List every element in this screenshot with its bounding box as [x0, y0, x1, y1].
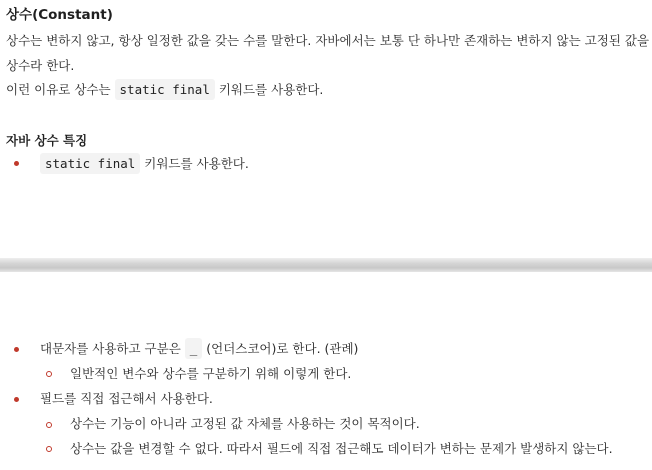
sub-list-item-purpose: 상수는 기능이 아니라 고정된 값 자체를 사용하는 것이 목적이다. — [70, 416, 420, 431]
list-item-text-after: (언더스코어)로 한다. (관례) — [202, 341, 359, 356]
list-item-static-final — [40, 154, 249, 174]
sub-bullet-ring-icon — [46, 446, 52, 452]
sub-bullet-ring-icon — [46, 422, 52, 428]
section-title-constant: 상수(Constant) — [6, 7, 113, 23]
sub-list-item-immutable: 상수는 값을 변경할 수 없다. 따라서 필드에 직접 접근해도 데이터가 변하는 문제가 발생하지 않는다. — [70, 441, 613, 456]
paragraph-keyword-text-before: 이런 이유로 상수는 — [6, 82, 115, 97]
list-item-direct-access: 필드를 직접 접근해서 사용한다. — [40, 391, 213, 406]
sub-bullet-ring-icon — [46, 371, 52, 377]
bullet-dot-icon — [14, 161, 19, 166]
paragraph-keyword-text-after: 키워드를 사용한다. — [214, 82, 324, 97]
list-item-text: 키워드를 사용한다. — [140, 156, 249, 171]
bullet-dot-icon — [14, 397, 19, 402]
list-item-uppercase — [40, 339, 358, 359]
inline-code-underscore: _ — [185, 338, 203, 359]
paragraph-definition-line2: 상수라 한다. — [6, 58, 75, 73]
list-item-text-before: 대문자를 사용하고 구분은 — [40, 341, 185, 356]
paragraph-keyword — [6, 77, 323, 102]
inline-code-static-final: static final — [40, 153, 140, 174]
section-title-java-constant-features: 자바 상수 특징 — [6, 133, 88, 148]
bullet-dot-icon — [14, 347, 19, 352]
paragraph-definition-line1: 상수는 변하지 않고, 항상 일정한 값을 갖는 수를 말한다. 자바에서는 보통 단 하나만 존재하는 변하지 않는 고정된 값을 — [6, 33, 650, 48]
sub-list-item-distinguish: 일반적인 변수와 상수를 구분하기 위해 이렇게 한다. — [70, 366, 352, 381]
inline-code-static-final: static final — [115, 79, 215, 100]
section-divider — [0, 258, 652, 272]
